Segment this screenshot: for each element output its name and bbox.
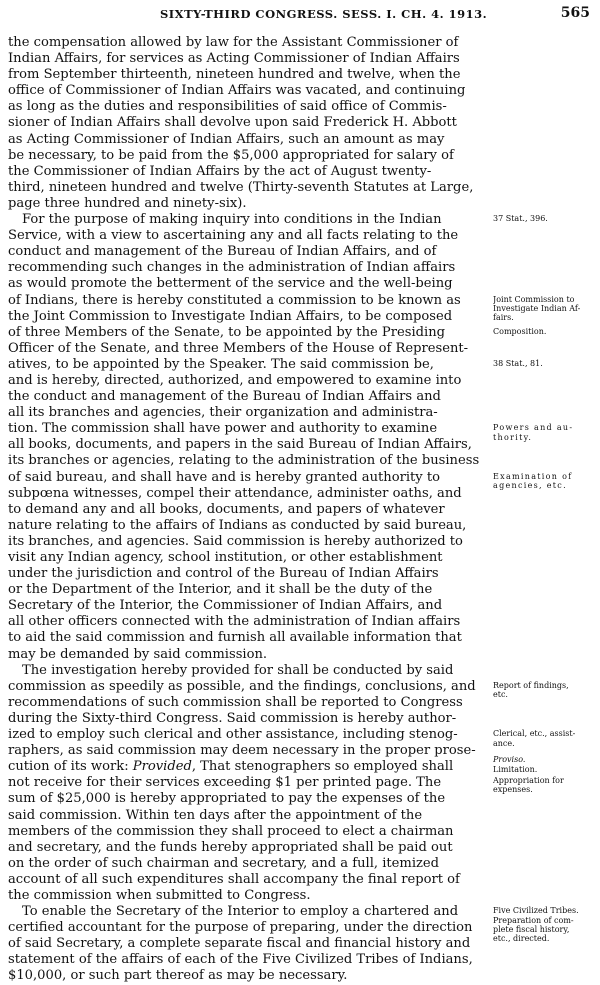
body-line: conduct and management of the Bureau of Indian Affairs, and of [8, 244, 437, 260]
body-line: certified accountant for the purpose of preparing, under the direction [8, 920, 473, 936]
body-line: from September thirteenth, nineteen hundred and twelve, when the [8, 67, 461, 83]
body-line: and is hereby, directed, authorized, and empowered to examine into [8, 372, 462, 388]
body-line: raphers, as said commission may deem necessary in the proper prose- [8, 743, 476, 759]
body-line: may be demanded by said commission. [8, 646, 268, 662]
page-number: 565 [560, 5, 590, 21]
body-line: sum of $25,000 is hereby appropriated to pay the expenses of the [8, 791, 446, 807]
body-line: be necessary, to be paid from the $5,000 appropriated for salary of [8, 147, 454, 163]
body-line: cution of its work: Provided, That stenographers so employed shall [8, 759, 454, 775]
body-line: the Joint Commission to Investigate Indian Affairs, to be composed [8, 308, 453, 324]
body-line: during the Sixty-third Congress. Said commission is hereby author- [8, 710, 457, 726]
body-line: Service, with a view to ascertaining any and all facts relating to the [8, 228, 459, 244]
body-line: recommendations of such commission shall be reported to Congress [8, 694, 463, 710]
body-line: the compensation allowed by law for the Assistant Commissioner of [8, 35, 459, 50]
body-line: as would promote the betterment of the service and the well-being [8, 276, 453, 292]
body-line: members of the commission they shall proceed to elect a chairman [8, 823, 454, 839]
margin-note: Proviso. [493, 755, 526, 765]
body-line: statement of the affairs of each of the Five Civilized Tribes of Indians, [8, 952, 473, 968]
body-line: third, nineteen hundred and twelve (Thirty-seventh Statutes at Large, [8, 179, 474, 195]
body-line: on the order of such chairman and secretary, and a full, itemized [8, 855, 440, 871]
margin-note: Joint Commission to Investigate Indian Af- fairs. [493, 294, 581, 322]
body-line: all its branches and agencies, their organization and administra- [8, 405, 438, 421]
body-line: under the jurisdiction and control of the Bureau of Indian Affairs [8, 566, 439, 582]
body-line: tion. The commission shall have power and authority to examine [8, 421, 438, 437]
body-line: of said Secretary, a complete separate fiscal and financial history and [8, 936, 471, 952]
body-line: not receive for their services exceeding $1 per printed page. The [8, 775, 442, 791]
body-line: to aid the said commission and furnish all available information that [8, 630, 462, 646]
body-line: Indian Affairs, for services as Acting Commissioner of Indian Affairs [8, 51, 460, 67]
body-line: sioner of Indian Affairs shall devolve upon said Frederick H. Abbott [8, 115, 457, 131]
body-line: $10,000, or such part thereof as may be necessary. [8, 968, 348, 984]
body-line: all other officers connected with the administration of Indian affairs [8, 614, 461, 630]
body-line: To enable the Secretary of the Interior to employ a chartered and [22, 904, 459, 920]
body-line: its branches or agencies, relating to the administration of the business [8, 453, 480, 469]
body-line: of said bureau, and shall have and is hereby granted authority to [8, 469, 441, 485]
body-line: the conduct and management of the Bureau of Indian Affairs and [8, 389, 441, 405]
body-line: of three Members of the Senate, to be appointed by the Presiding [8, 324, 446, 340]
margin-note: Composition. [493, 326, 547, 336]
margin-note: 37 Stat., 396. [493, 214, 548, 224]
margin-note: Examination of agencies, etc. [493, 471, 573, 490]
body-line: of Indians, there is hereby constituted a commission to be known as [8, 292, 461, 308]
body-line: and secretary, and the funds hereby appropriated shall be paid out [8, 839, 453, 855]
margin-note: Clerical, etc., assist- ance. [493, 729, 576, 748]
body-line: visit any Indian agency, school institution, or other establishment [8, 550, 443, 565]
body-line: atives, to be appointed by the Speaker. The said commission be, [8, 356, 434, 372]
body-line: Officer of the Senate, and three Members of the House of Represent- [8, 340, 469, 356]
body-line: the commission when submitted to Congress. [8, 887, 311, 903]
body-line: The investigation hereby provided for shall be conducted by said [22, 662, 454, 678]
margin-note: Five Civilized Tribes. Preparation of com- plete fiscal history, etc., directed. [493, 906, 579, 943]
body-line: the Commissioner of Indian Affairs by the act of August twenty- [8, 163, 432, 179]
body-line: ized to employ such clerical and other assistance, including stenog- [8, 727, 458, 743]
margin-note: Powers and au- thority. [493, 423, 574, 442]
body-line: page three hundred and ninety-six). [8, 195, 247, 211]
body-line: as long as the duties and responsibilities of said office of Commis- [8, 99, 447, 115]
body-line: account of all such expenditures shall accompany the final report of [8, 871, 460, 887]
body-line: office of Commissioner of Indian Affairs was vacated, and continuing [8, 83, 466, 99]
page-header [0, 4, 600, 24]
margin-note: Limitation. [493, 764, 538, 774]
body-text [8, 35, 488, 985]
body-line: recommending such changes in the administration of Indian affairs [8, 260, 456, 276]
body-line: nature relating to the affairs of Indians as conducted by said bureau, [8, 517, 467, 533]
body-line: as Acting Commissioner of Indian Affairs, such an amount as may [8, 131, 445, 147]
running-head: SIXTY-THIRD CONGRESS. SESS. I. CH. 4. 1913. [160, 7, 488, 21]
body-line: commission as speedily as possible, and the findings, conclusions, and [8, 678, 476, 694]
margin-note: Appropriation for expenses. [493, 775, 564, 795]
body-line: all books, documents, and papers in the said Bureau of Indian Affairs, [8, 437, 472, 453]
body-line: Secretary of the Interior, the Commissioner of Indian Affairs, and [8, 598, 443, 614]
body-line: its branches, and agencies. Said commission is hereby authorized to [8, 533, 463, 549]
margin-note: Report of findings, etc. [493, 681, 569, 700]
body-line: subpœna witnesses, compel their attendance, administer oaths, and [8, 485, 462, 501]
body-line: For the purpose of making inquiry into conditions in the Indian [22, 212, 442, 228]
body-line: said commission. Within ten days after the appointment of the [8, 807, 423, 823]
body-line: to demand any and all books, documents, and papers of whatever [8, 501, 445, 517]
body-line: or the Department of the Interior, and it shall be the duty of the [8, 582, 433, 598]
margin-note: 38 Stat., 81. [493, 359, 543, 368]
